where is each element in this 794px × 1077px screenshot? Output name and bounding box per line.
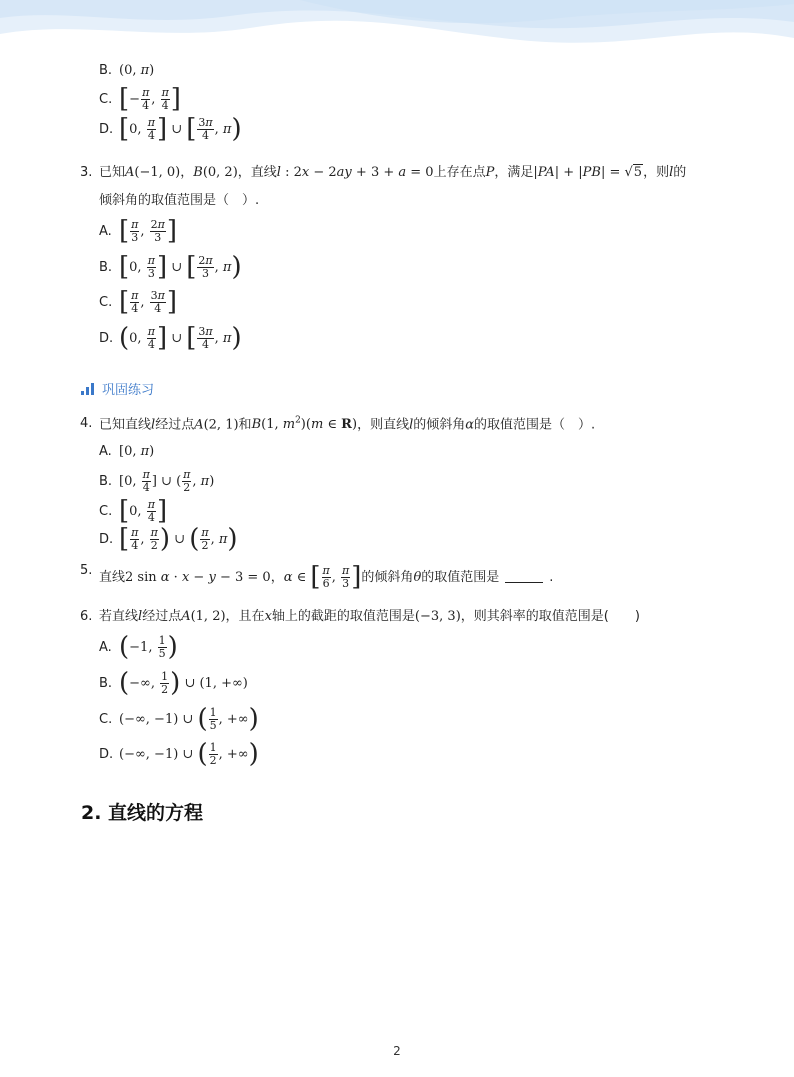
- q6-option-a: [99, 634, 178, 660]
- q6-option-d: [99, 741, 259, 767]
- option-math: [ $\frac{\pi}{4}$ , $\frac{3\pi}{4}$ ]: [119, 287, 178, 317]
- option-letter: A.: [99, 444, 112, 459]
- answer-blank: [505, 572, 543, 583]
- q3-option-b: [99, 254, 242, 280]
- text-fragment: ，则其斜率的取值范围是( ): [460, 609, 640, 624]
- q2-option-c: [99, 86, 181, 112]
- text-fragment: 经过点: [142, 609, 182, 624]
- question-text: 已知A(−1, 0)，B(0, 2)，直线l : 2x − 2ay + 3 + a = 0上存在点P，满足|PA| + |PB| = √5，则l的: [99, 165, 687, 180]
- text-fragment: ，且在: [225, 609, 265, 624]
- option-math: [0, π): [119, 444, 155, 459]
- question-text: 已知直线l经过点A(2, 1)和B(1, $m^2)(m$ ∈ R)，则直线l的倾斜角α的取值范围是（ ）.: [99, 416, 596, 433]
- text-fragment: ，则直线: [357, 417, 410, 433]
- text-fragment: ，: [180, 165, 194, 180]
- option-math: [ 0, $\frac{\pi}{4}$ ] ∪ [ $\frac{3\pi}{4}$ , π ): [119, 114, 242, 144]
- text-fragment: 已知直线: [99, 417, 152, 433]
- option-letter: D.: [99, 531, 114, 547]
- text-fragment: 的倾斜角: [413, 417, 466, 433]
- q3-option-d: [99, 325, 242, 351]
- question-number: 3.: [80, 165, 93, 180]
- option-math: ( −∞, $\frac{1}{2}$ ) ∪ (1, +∞): [119, 668, 248, 698]
- section-label: [81, 379, 154, 398]
- q4-option-c: [99, 498, 167, 524]
- text-fragment: 的取值范围是（ ）.: [474, 417, 596, 433]
- question-number: 6.: [80, 609, 93, 624]
- text-fragment: 经过点: [155, 417, 195, 433]
- section-label-text: 巩固练习: [102, 383, 155, 398]
- text-fragment: 和: [238, 417, 252, 433]
- text-fragment: 已知: [99, 165, 126, 180]
- option-math: (−∞, −1) ∪ ( $\frac{1}{2}$ , +∞ ): [119, 739, 259, 769]
- text-fragment: 轴上的截距的取值范围是: [271, 609, 415, 624]
- q3-option-a: [99, 218, 177, 244]
- option-letter: B.: [99, 474, 113, 489]
- q4-option-b: [99, 469, 214, 494]
- header-wave-banner: [0, 0, 794, 60]
- question-text: 直线 2 sin α · x − y − 3 = 0 ， α ∈ [ $\frac{\pi}{6}$ , $\frac{\pi}{3}$ ] 的倾斜角 θ 的取值范围是 .: [99, 562, 554, 592]
- bar-chart-icon: [81, 383, 94, 395]
- q2-option-b: [99, 64, 154, 77]
- option-math: ( 0, $\frac{\pi}{4}$ ] ∪ [ $\frac{3\pi}{4}$ , π ): [119, 323, 242, 353]
- q4-option-d: [99, 526, 238, 552]
- q6-option-b: [99, 670, 248, 696]
- option-math: ( −1, $\frac{1}{5}$ ): [119, 632, 178, 662]
- option-letter: C.: [99, 91, 113, 107]
- section-heading: 2. 直线的方程: [81, 802, 204, 824]
- option-letter: C.: [99, 294, 113, 310]
- question-text: 若直线l经过点A(1, 2)，且在x轴上的截距的取值范围是(−3, 3)，则其斜率的取值范围是( ): [99, 609, 640, 624]
- option-math: [ $\frac{\pi}{3}$ , $\frac{2\pi}{3}$ ]: [119, 216, 178, 246]
- option-letter: D.: [99, 746, 114, 762]
- question-number: 4.: [80, 416, 93, 431]
- text-fragment: 的: [673, 165, 687, 180]
- q4-option-a: [99, 445, 154, 458]
- option-letter: C.: [99, 503, 113, 519]
- text-fragment: 直线: [99, 569, 126, 585]
- text-fragment: 的取值范围是: [421, 569, 500, 585]
- text-fragment: 上存在点: [433, 165, 486, 180]
- option-math: [0, $\frac{\pi}{4}$ ] ∪ ( $\frac{\pi}{2}$ , π): [119, 468, 215, 494]
- text-fragment: 若直线: [99, 609, 139, 624]
- option-math: [ $\frac{\pi}{4}$ , $\frac{\pi}{2}$ ) ∪ ( $\frac{\pi}{2}$ , π ): [119, 524, 238, 554]
- option-letter: B.: [99, 63, 113, 78]
- option-math: [ 0, $\frac{\pi}{4}$ ]: [119, 496, 168, 526]
- option-letter: A.: [99, 223, 112, 239]
- option-letter: D.: [99, 330, 114, 346]
- text-fragment: ，满足: [494, 165, 534, 180]
- question-number: 5.: [80, 563, 93, 578]
- option-math: [ − $\frac{\pi}{4}$ , $\frac{\pi}{4}$ ]: [119, 84, 181, 114]
- q6-option-c: [99, 706, 259, 732]
- page-number: 2: [393, 1044, 401, 1058]
- option-letter: C.: [99, 711, 113, 727]
- option-math: [ 0, $\frac{\pi}{3}$ ] ∪ [ $\frac{2\pi}{3}$ , π ): [119, 252, 242, 282]
- q2-option-d: [99, 116, 242, 142]
- option-letter: B.: [99, 675, 113, 691]
- text-fragment: .: [549, 569, 554, 585]
- text-fragment: 的倾斜角: [361, 569, 414, 585]
- text-fragment: ，: [270, 569, 284, 585]
- option-letter: B.: [99, 259, 113, 275]
- option-letter: A.: [99, 639, 112, 655]
- option-letter: D.: [99, 121, 114, 137]
- question-text: 倾斜角的取值范围是（ ）.: [99, 193, 260, 208]
- text-fragment: ，直线: [237, 165, 277, 180]
- text-fragment: ，则: [643, 165, 670, 180]
- q3-option-c: [99, 289, 177, 315]
- option-math: (−∞, −1) ∪ ( $\frac{1}{5}$ , +∞ ): [119, 704, 259, 734]
- option-math: (0, π): [119, 63, 155, 78]
